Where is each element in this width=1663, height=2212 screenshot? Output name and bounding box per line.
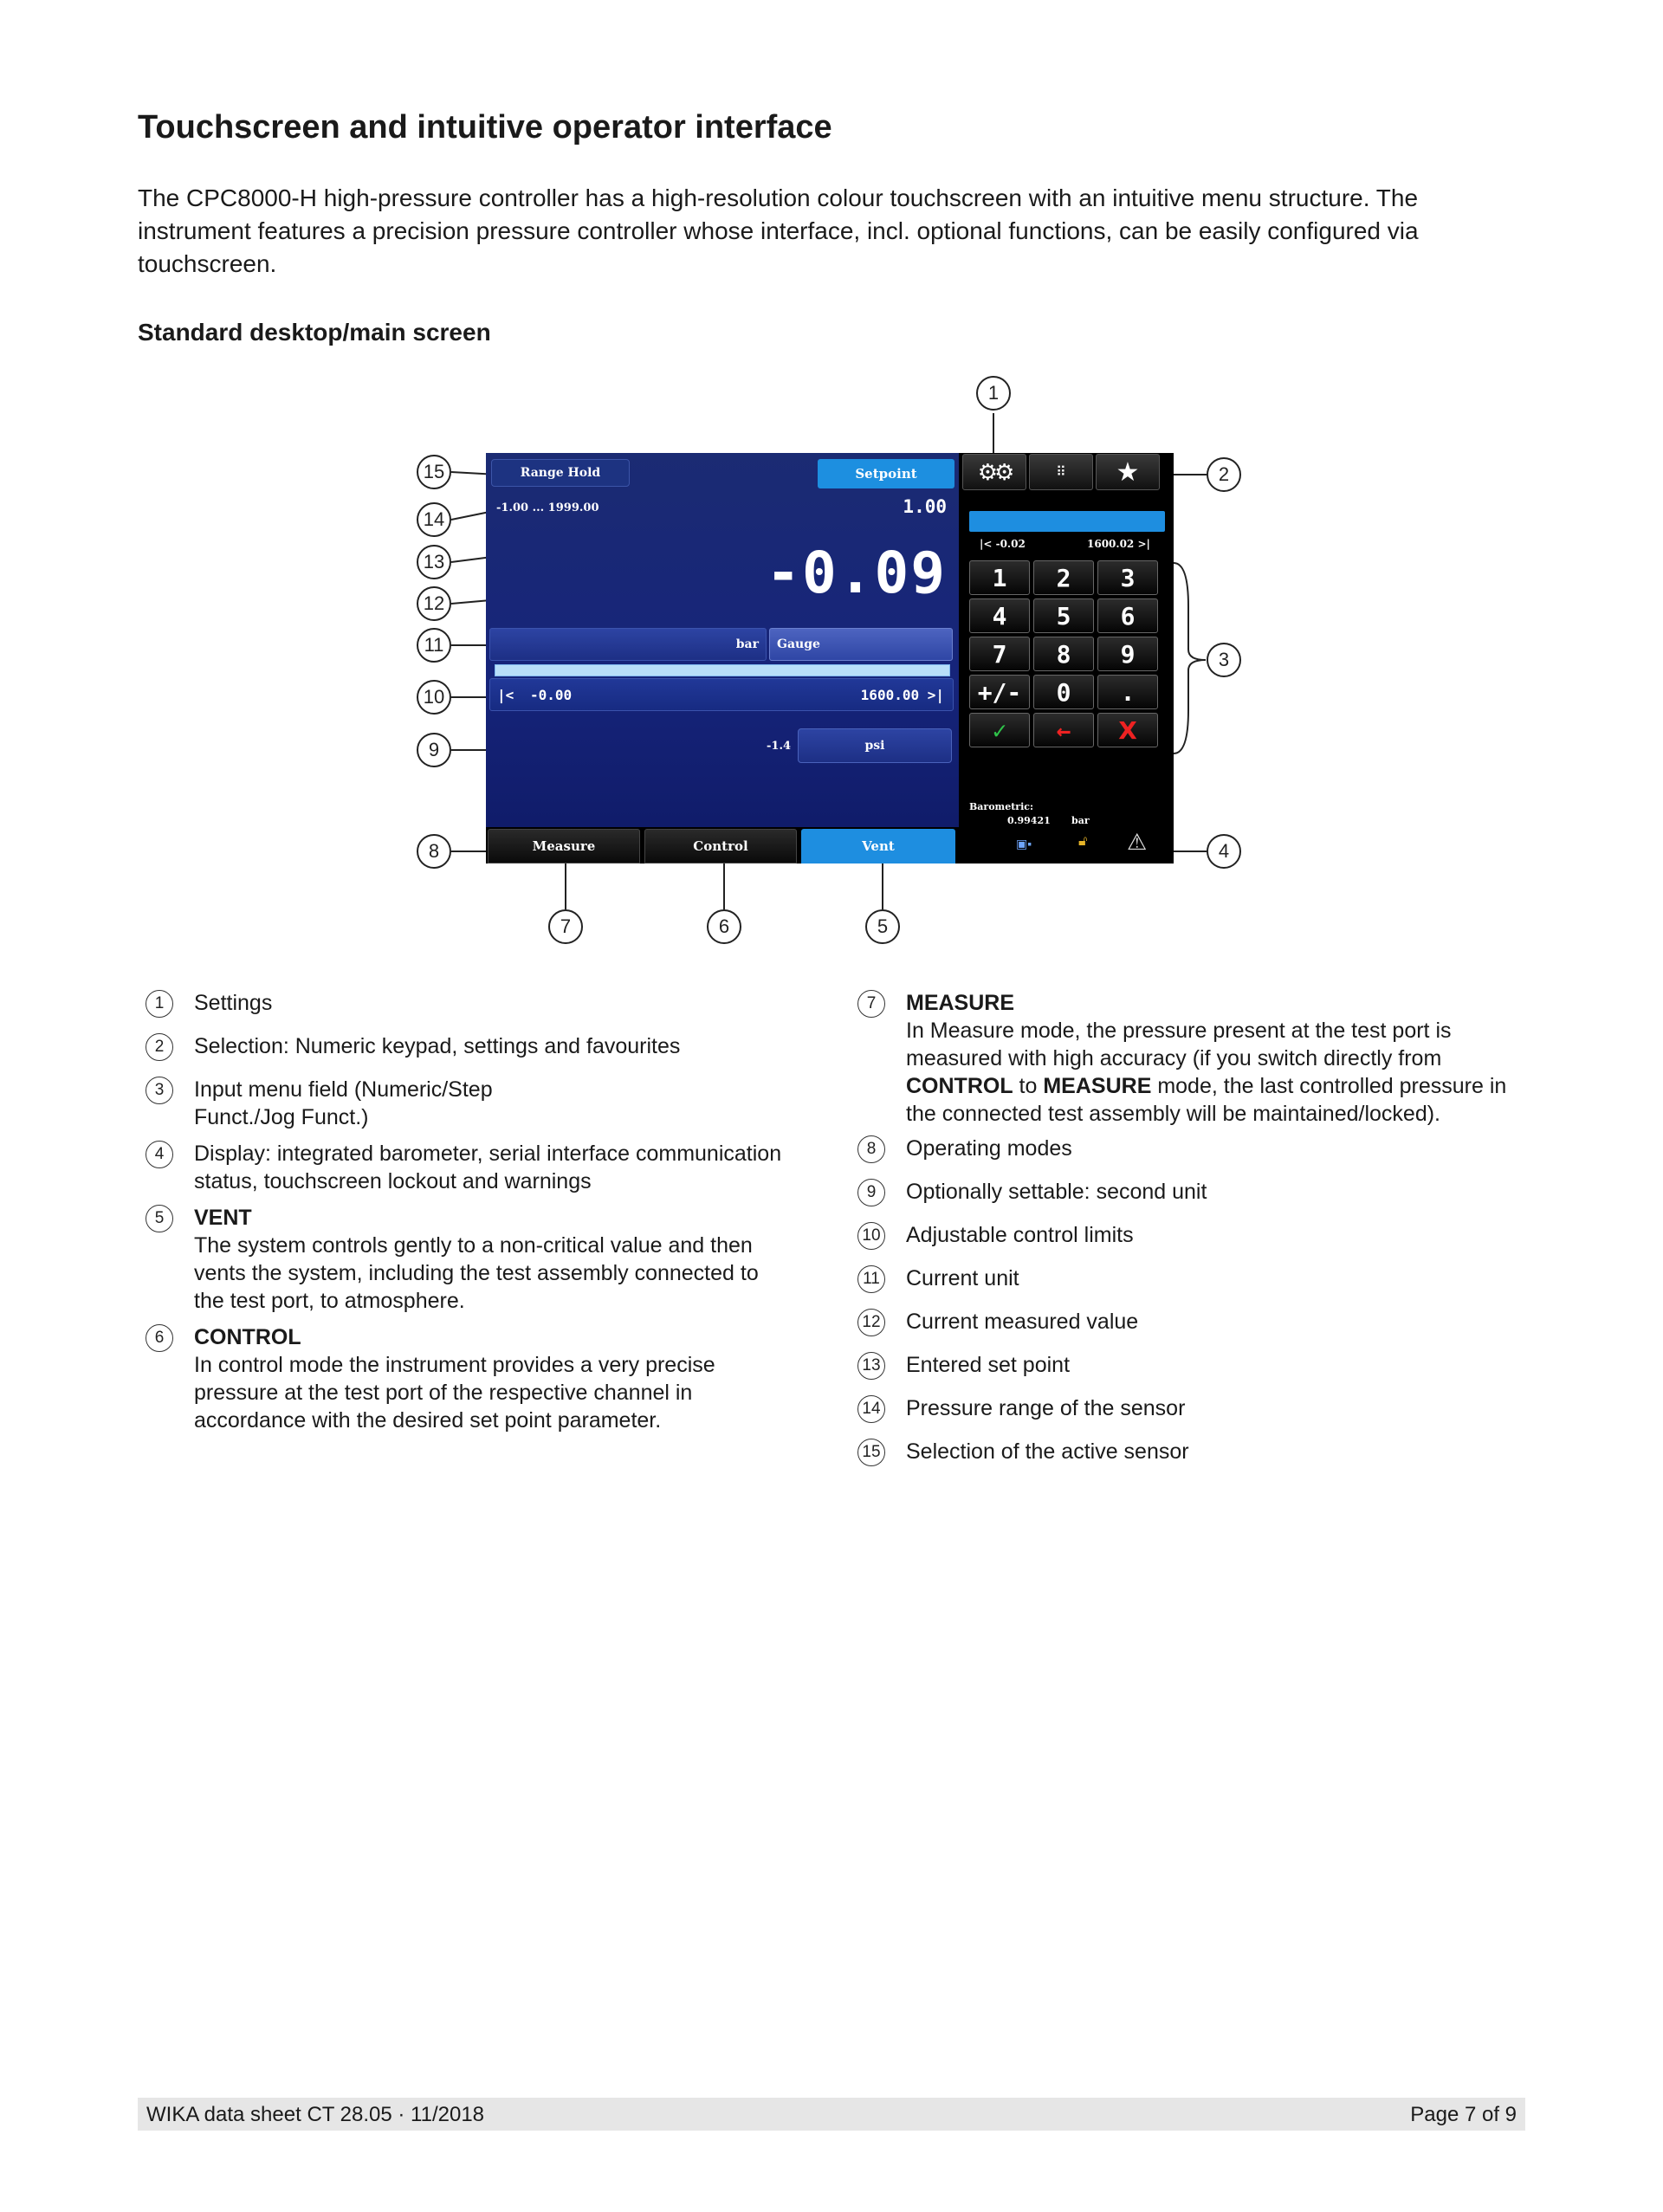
legend-heading: CONTROL xyxy=(194,1325,301,1349)
key-7[interactable]: 7 xyxy=(969,637,1030,671)
callout-11: 11 xyxy=(417,628,451,663)
lock-icon[interactable]: 🔓︎ xyxy=(1078,834,1088,849)
legend-text: Display: integrated barometer, serial interface communication status, touchscreen lockout and warnings xyxy=(194,1142,782,1193)
legend-item xyxy=(146,1323,786,1434)
legend-number: 11 xyxy=(857,1265,885,1293)
callout-7: 7 xyxy=(548,909,583,944)
legend-number: 9 xyxy=(857,1179,885,1206)
legend-item xyxy=(146,1076,596,1131)
legend-item xyxy=(857,1178,1516,1206)
legend-item xyxy=(857,989,1516,1128)
legend-item xyxy=(146,1204,786,1315)
unit-label: bar xyxy=(735,637,759,651)
legend-text: Optionally settable: second unit xyxy=(906,1180,1207,1204)
limit-lo-marker: |< xyxy=(497,687,514,703)
keypad-button[interactable] xyxy=(1029,454,1093,490)
unit-selector[interactable] xyxy=(489,628,767,661)
favourites-button[interactable] xyxy=(1096,454,1160,490)
callout-13: 13 xyxy=(417,545,451,579)
callout-6: 6 xyxy=(707,909,741,944)
keypad-icon: ⠿ xyxy=(1056,465,1066,480)
legend-number: 12 xyxy=(857,1309,885,1336)
second-unit-value: -1.4 xyxy=(767,740,792,753)
measured-value: -0.09 xyxy=(766,540,947,606)
barometric-value: 0.99421 xyxy=(1007,815,1051,826)
pressure-type-label: Gauge xyxy=(777,637,820,651)
key-plus-minus[interactable]: +/- xyxy=(969,675,1030,709)
legend-bold: CONTROL xyxy=(906,1074,1013,1098)
check-icon: ✓ xyxy=(992,715,1007,745)
input-lo-limit: |< -0.02 xyxy=(980,538,1026,550)
legend-text: Operating modes xyxy=(906,1136,1072,1161)
callout-10: 10 xyxy=(417,680,451,715)
callout-5: 5 xyxy=(865,909,900,944)
warning-icon[interactable]: ⚠︎ xyxy=(1127,829,1148,855)
legend-item xyxy=(146,1032,804,1060)
key-5[interactable]: 5 xyxy=(1033,598,1094,633)
legend-item xyxy=(857,1394,1516,1422)
callout-3: 3 xyxy=(1207,643,1241,677)
legend-item xyxy=(857,1308,1516,1336)
legend-item xyxy=(857,1221,1516,1249)
legend-text: In control mode the instrument provides a very precise pressure at the test port of the respective channel in accordance with the desired set point parameter. xyxy=(194,1353,715,1433)
input-menu-field[interactable] xyxy=(969,511,1165,532)
legend-text: Entered set point xyxy=(906,1353,1071,1377)
control-limits-bar[interactable] xyxy=(489,678,954,711)
cancel-button[interactable] xyxy=(1097,713,1158,747)
confirm-button[interactable] xyxy=(969,713,1030,747)
legend-number: 15 xyxy=(857,1439,885,1466)
legend-number: 14 xyxy=(857,1395,885,1423)
intro-paragraph: The CPC8000-H high-pressure controller has a high-resolution colour touchscreen with an intuitive menu structure. The instrument features a precision pressure controller whose interface, incl. optional functions, can be easily configured via touchscreen. xyxy=(138,184,1419,277)
callout-1: 1 xyxy=(976,376,1011,411)
pressure-bar-fill xyxy=(495,665,949,676)
legend-text: Selection: Numeric keypad, settings and favourites xyxy=(194,1034,681,1058)
callout-12: 12 xyxy=(417,586,451,621)
setpoint-button[interactable]: Setpoint xyxy=(818,459,954,488)
tab-vent[interactable]: Vent xyxy=(801,829,955,863)
legend-item xyxy=(857,1135,1516,1162)
legend-text: mode, the last controlled pressure in the connected test assembly will be maintained/locked). xyxy=(906,1074,1507,1126)
callout-14: 14 xyxy=(417,502,451,537)
legend-item xyxy=(857,1438,1516,1465)
legend-text: Adjustable control limits xyxy=(906,1223,1134,1247)
tab-control[interactable]: Control xyxy=(644,829,797,863)
footer-datasheet-ref: WIKA data sheet CT 28.05 · 11/2018 xyxy=(146,2103,485,2126)
range-hold-button[interactable]: Range Hold xyxy=(491,459,630,487)
limit-lo-value: -0.00 xyxy=(530,687,573,703)
key-decimal[interactable]: . xyxy=(1097,675,1158,709)
callout-15: 15 xyxy=(417,455,451,489)
barometric-unit: bar xyxy=(1071,815,1090,826)
page-footer xyxy=(138,2098,1525,2131)
legend-heading: MEASURE xyxy=(906,991,1015,1015)
key-6[interactable]: 6 xyxy=(1097,598,1158,633)
legend-number: 4 xyxy=(146,1141,173,1168)
callout-2: 2 xyxy=(1207,457,1241,492)
legend-number: 8 xyxy=(857,1135,885,1163)
legend-heading: VENT xyxy=(194,1206,252,1230)
legend-text: Input menu field (Numeric/Step Funct./Jog Funct.) xyxy=(194,1077,493,1129)
legend-number: 10 xyxy=(857,1222,885,1250)
star-icon: ★ xyxy=(1116,457,1140,487)
key-9[interactable]: 9 xyxy=(1097,637,1158,671)
legend-number: 5 xyxy=(146,1205,173,1232)
pressure-type-selector[interactable] xyxy=(769,628,953,661)
second-unit-button[interactable]: psi xyxy=(798,728,952,763)
key-1[interactable]: 1 xyxy=(969,560,1030,595)
legend-text: The system controls gently to a non-critical value and then vents the system, including the test assembly connected to the test port, to atmosphere. xyxy=(194,1233,759,1313)
callout-4: 4 xyxy=(1207,834,1241,869)
close-icon: X xyxy=(1118,715,1137,745)
callout-8: 8 xyxy=(417,834,451,869)
key-2[interactable]: 2 xyxy=(1033,560,1094,595)
serial-comm-icon: ▣▪ xyxy=(1016,837,1032,851)
legend-item xyxy=(857,1264,1516,1292)
footer-page-number: Page 7 of 9 xyxy=(1410,2103,1517,2126)
legend-text: Current unit xyxy=(906,1266,1019,1290)
legend-text: to xyxy=(1013,1074,1044,1098)
legend-number: 1 xyxy=(146,990,173,1018)
page-title: Touchscreen and intuitive operator interface xyxy=(138,109,832,146)
section-subtitle: Standard desktop/main screen xyxy=(138,319,491,346)
gears-icon: ⚙⚙ xyxy=(977,458,1012,485)
input-hi-limit: 1600.02 >| xyxy=(1087,538,1150,550)
tab-measure[interactable]: Measure xyxy=(488,829,640,863)
legend-item xyxy=(146,1140,804,1195)
legend-text: Settings xyxy=(194,991,273,1015)
device-screen xyxy=(486,453,1174,863)
legend-item xyxy=(857,1351,1516,1379)
legend-number: 13 xyxy=(857,1352,885,1380)
legend-item xyxy=(146,989,804,1017)
key-8[interactable]: 8 xyxy=(1033,637,1094,671)
key-0[interactable]: 0 xyxy=(1033,675,1094,709)
legend-number: 2 xyxy=(146,1033,173,1061)
pressure-bar xyxy=(495,664,950,676)
backspace-button[interactable] xyxy=(1033,713,1094,747)
callout-9: 9 xyxy=(417,733,451,767)
legend-text: Pressure range of the sensor xyxy=(906,1396,1186,1420)
limit-hi-value: 1600.00 >| xyxy=(860,687,944,703)
legend-number: 3 xyxy=(146,1077,173,1104)
key-4[interactable]: 4 xyxy=(969,598,1030,633)
main-display-panel xyxy=(486,453,959,827)
settings-button[interactable] xyxy=(962,454,1026,490)
sensor-range: -1.00 ... 1999.00 xyxy=(496,501,599,514)
legend-text: In Measure mode, the pressure present at the test port is measured with high accuracy (if you switch directly from xyxy=(906,1019,1452,1070)
legend-number: 7 xyxy=(857,990,885,1018)
key-3[interactable]: 3 xyxy=(1097,560,1158,595)
back-arrow-icon: ← xyxy=(1056,715,1071,745)
setpoint-value: 1.00 xyxy=(903,496,947,517)
barometric-label: Barometric: xyxy=(969,801,1034,812)
legend-bold: MEASURE xyxy=(1043,1074,1152,1098)
legend-text: Current measured value xyxy=(906,1310,1139,1334)
legend-number: 6 xyxy=(146,1324,173,1352)
legend-text: Selection of the active sensor xyxy=(906,1439,1189,1464)
